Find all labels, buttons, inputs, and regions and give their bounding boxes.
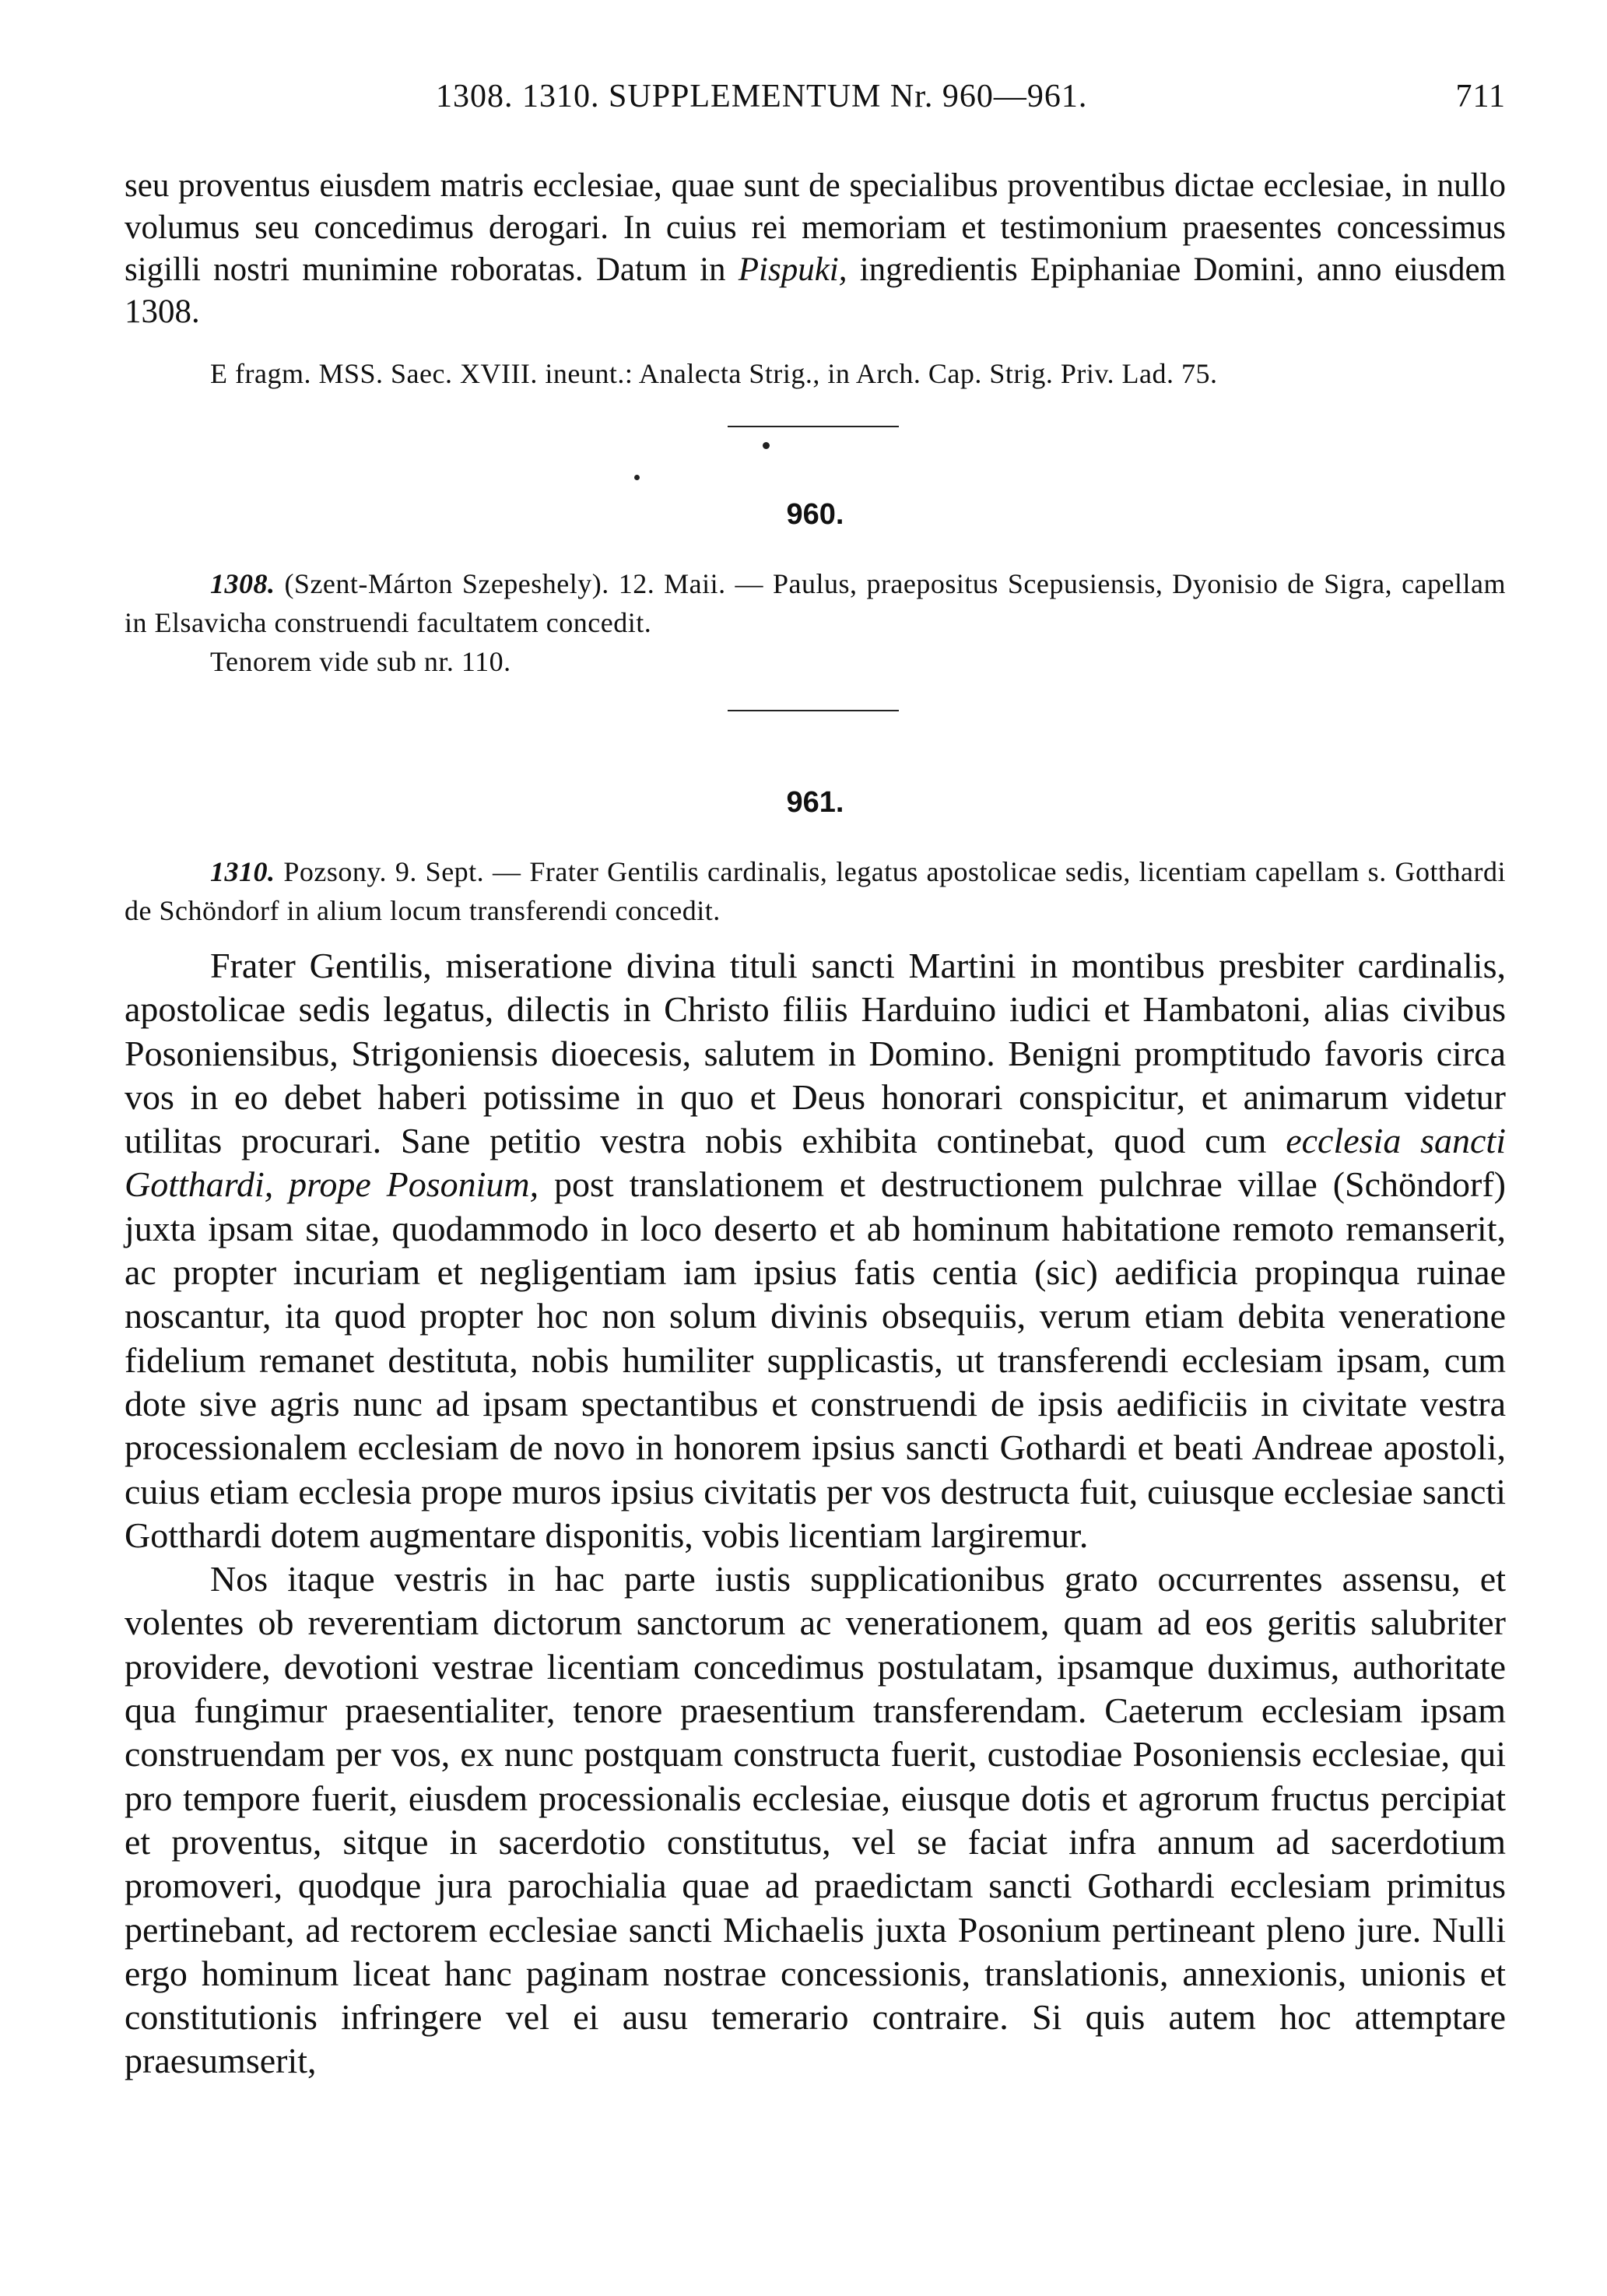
entry-960-reference: Tenorem vide sub nr. 110. xyxy=(210,646,511,677)
running-header xyxy=(125,78,1506,125)
entry-number-960: 960. xyxy=(786,498,844,531)
separator-rule-2 xyxy=(728,710,899,711)
entry-961-header xyxy=(125,852,1506,930)
entry-number-961: 961. xyxy=(786,786,844,819)
continuation-text-a: seu proventus eiusdem matris ecclesiae, quae sunt de specialibus proventibus dictae ecclesiae, in nullo volumus seu concedimus derogari. In cuius rei memoriam et testimonium praesentes concessimus sigilli nostri munimine roboratas. Datum in xyxy=(125,167,1506,288)
entry-961-text xyxy=(125,944,1506,2084)
entry-960-header xyxy=(125,564,1506,681)
paragraph-1-text-a: Frater Gentilis, miseratione divina tituli sancti Martini in montibus presbiter cardinalis, apostolicae sedis legatus, dilectis in Christo filiis Harduino iudici et Hambatoni, alias civibus Posoniensibus, Strigoniensis dioecesis, salutem in Domino. Benigni promptitudo favoris circa vos in eo debet haberi potissime in quo et Deus honorari conspicitur, et animarum videtur utilitas procurari. Sane petitio vestra nobis exhibita continebat, quod cum xyxy=(125,946,1506,1161)
entry-961-paragraph-1 xyxy=(125,944,1506,1557)
asterisk-mark xyxy=(763,442,770,449)
continuation-paragraph xyxy=(125,165,1506,333)
header-title: 1308. 1310. SUPPLEMENTUM Nr. 960—961. xyxy=(436,79,1088,114)
entry-960-year: 1308. xyxy=(210,568,275,599)
church-name: ecclesia sancti Gotthardi, prope Posonium, xyxy=(125,1121,1506,1205)
stray-mark xyxy=(634,475,640,480)
place-name: Pispuki, xyxy=(738,251,847,288)
source-text: E fragm. MSS. Saec. XVIII. ineunt.: Analecta Strig., in Arch. Cap. Strig. Priv. Lad. 75. xyxy=(210,358,1218,389)
separator-rule-1 xyxy=(728,426,899,427)
entry-961-year: 1310. xyxy=(210,856,275,887)
entry-960-summary: (Szent-Márton Szepeshely). 12. Maii. — Paulus, praepositus Scepusiensis, Dyonisio de Sigra, capellam in Elsavicha construendi facultatem concedit. xyxy=(125,568,1506,638)
paragraph-1-text-b: post translationem et destructionem pulchrae villae (Schöndorf) juxta ipsam sitae, quodammodo in loco deserto et ab hominum habitatione remoto remanserit, ac propter incuriam et negligentiam iam ipsius fatis centia (sic) aedificia propinqua ruinae noscantur, ita quod propter hoc non solum divinis obsequiis, verum etiam debita veneratione fidelium remanet destituta, nobis humiliter supplicastis, ut transferendi ecclesiam ipsam, cum dote sive agris nunc ad ipsam spectantibus et construendi de ipsis aedificiis in civitate vestra processionalem ecclesiam de novo in honorem ipsius sancti Gothardi et beati Andreae apostoli, cuius etiam ecclesia prope muros ipsius civitatis per vos destructa fuit, cuiusque ecclesiae sancti Gotthardi dotem augmentare disponitis, vobis licentiam largiremur. xyxy=(125,1164,1506,1555)
page-number: 711 xyxy=(1455,79,1506,114)
source-note xyxy=(125,354,1506,393)
document-page xyxy=(125,0,1506,2296)
continuation-text-b: ingredientis Epiphaniae Domini, anno eiusdem 1308. xyxy=(125,251,1506,330)
entry-961-summary: Pozsony. 9. Sept. — Frater Gentilis cardinalis, legatus apostolicae sedis, licentiam capellam s. Gotthardi de Schöndorf in alium locum transferendi concedit. xyxy=(125,856,1506,926)
entry-961-paragraph-2: Nos itaque vestris in hac parte iustis supplicationibus grato occurrentes assensu, et volentes ob reverentiam dictorum sanctorum ac venerationem, quam ad eos geritis salubriter providere, devotioni vestrae licentiam concedimus postulatam, ipsamque duximus, authoritate qua fungimur praesentialiter, tenore praesentium transferendam. Caeterum ecclesiam ipsam construendam per vos, ex nunc postquam constructa fuerit, custodiae Posoniensis ecclesiae, qui pro tempore fuerit, eiusdem processionalis ecclesiae, eiusque dotis et agrorum fructus percipiat et proventus, sitque in sacerdotio constitutus, vel se faciat infra annum ad sacerdotium promoveri, quodque jura parochialia quae ad praedictam sancti Gothardi ecclesiam primitus pertinebant, ad rectorem ecclesiae sancti Michaelis juxta Posonium pertineant pleno jure. Nulli ergo hominum liceat hanc paginam nostrae concessionis, translationis, annexionis, unionis et constitutionis infringere vel ei ausu temerario contraire. Si quis autem hoc attemptare praesumserit, xyxy=(125,1559,1506,2081)
